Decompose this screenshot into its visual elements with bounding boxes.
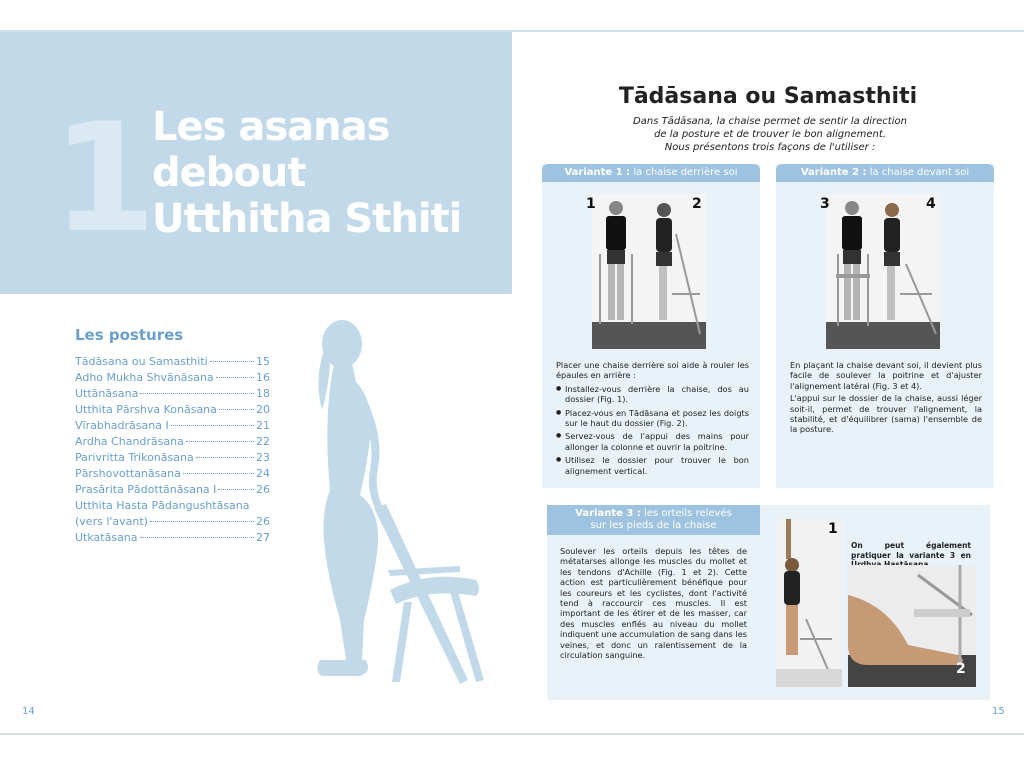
toc-item-page: 20 — [256, 403, 270, 416]
fig-number: 2 — [692, 196, 702, 212]
bullet-item: ● Installez-vous derrière la chaise, dos au dossier (Fig. 1). — [556, 384, 749, 405]
variante3-callout: On peut également pratiquer la variante 3 en — [851, 541, 971, 560]
toc-item-name: Utkatāsana — [75, 531, 138, 544]
toc-leader-dots — [150, 521, 254, 522]
woman-with-chair-silhouette — [300, 320, 500, 700]
toc-item[interactable] — [75, 434, 270, 450]
toc-item-page: 26 — [256, 515, 270, 528]
toc-item-name: Utthita Hasta Pādangushtāsana — [75, 499, 250, 512]
toc-item-page: 27 — [256, 531, 270, 544]
variante1-text — [556, 360, 749, 479]
toc-leader-dots — [183, 473, 254, 474]
toc-item-name: Uttānāsana — [75, 387, 139, 400]
variante1-header — [542, 164, 760, 182]
variante3-photo1 — [776, 519, 842, 687]
toc-item[interactable] — [75, 530, 270, 546]
table-of-contents — [75, 326, 270, 546]
variante2-label: Variante 2 : — [800, 167, 867, 178]
intro-line: de la posture et de trouver le bon alignement. — [654, 129, 886, 140]
variante3-header — [547, 505, 760, 535]
toc-item[interactable] — [75, 466, 270, 482]
variante3-text — [560, 546, 747, 662]
fig-number: 1 — [828, 521, 838, 537]
variante3-label: Variante 3 : — [575, 508, 641, 519]
toc-leader-dots — [218, 489, 254, 490]
toc-item-page: 24 — [256, 467, 270, 480]
toc-item-name: Pārshovottanāsana — [75, 467, 181, 480]
toc-leader-dots — [196, 457, 254, 458]
toc-list — [75, 354, 270, 498]
bullet-item: ● Utilisez le dossier pour trouver le bon alignement vertical. — [556, 455, 749, 476]
page-number-right: 15 — [992, 706, 1005, 717]
toc-item-name: Adho Mukha Shvānāsana — [75, 371, 214, 384]
toc-item-name: Utthita Pārshva Konāsana — [75, 403, 217, 416]
intro-line: Nous présentons trois façons de l'utiliser : — [664, 142, 876, 153]
chapter-banner — [0, 32, 512, 294]
toc-item[interactable] — [75, 354, 270, 370]
bottom-rule — [0, 733, 1024, 735]
variante1-label: Variante 1 : — [564, 167, 631, 178]
variante1-illustration — [592, 194, 706, 349]
pose-intro — [560, 115, 980, 154]
variante2-paragraph: L'appui sur le dossier de la chaise, aussi léger soit-il, permet de trouver l'alignement, la stabilité, et d'équilibrer (sama) l'ensemble de la posture. — [790, 393, 982, 435]
toc-item-page: 15 — [256, 355, 270, 368]
toc-item-page: 26 — [256, 483, 270, 496]
toc-leader-dots — [216, 377, 254, 378]
toc-item-page: 21 — [256, 419, 270, 432]
chapter-title-line: Utthitha Sthiti — [152, 196, 462, 242]
variante2-header — [776, 164, 994, 182]
variante3-subtitle-line2: sur les pieds de la chaise — [590, 520, 717, 531]
toc-item-page: 22 — [256, 435, 270, 448]
toc-item-page: 16 — [256, 371, 270, 384]
toc-item-name: Ardha Chandrāsana — [75, 435, 184, 448]
variante1-photo — [586, 194, 706, 349]
variante2-illustration — [826, 194, 940, 349]
chapter-title — [152, 104, 461, 242]
page-number-left: 14 — [22, 706, 35, 717]
variante2-subtitle: la chaise devant soi — [869, 167, 970, 178]
variante3-paragraph: Soulever les orteils depuis les têtes de métatarses allonge les muscles du mollet et les tendons d'Achille (Fig. 1 et 2). Cette action est particulièrement bénéfique pour les coureurs et les cyclistes, dont l'activité tend à raccourcir ces muscles. Il est important de les étirer et de les masser, car des muscles enflés au niveau du mollet indiquent une accumulation de sang dans les veines, et donc un ralentissement de la circulation sanguine. — [560, 546, 747, 661]
intro-line: Dans Tādāsana, la chaise permet de sentir la direction — [633, 116, 907, 127]
toc-leader-dots — [210, 361, 254, 362]
toc-item[interactable] — [75, 482, 270, 498]
fig-number: 2 — [956, 661, 966, 677]
variante2-paragraph: En plaçant la chaise devant soi, il devient plus facile de soulever la poitrine et d'ajuster l'alignement latéral (Fig. 3 et 4). — [790, 360, 982, 391]
variante3-photo2 — [848, 565, 976, 687]
toc-leader-dots — [140, 537, 254, 538]
bullet-item: ● Placez-vous en Tādāsana et posez les doigts sur le haut du dossier (Fig. 2). — [556, 408, 749, 429]
variante1-paragraph: Placer une chaise derrière soi aide à rouler les épaules en arrière : — [556, 360, 749, 381]
variante1-subtitle: la chaise derrière soi — [633, 167, 738, 178]
toc-item[interactable] — [75, 370, 270, 386]
toc-leader-dots — [219, 409, 254, 410]
variante3-subtitle-line1: les orteils relevés — [644, 508, 732, 519]
fig-number: 3 — [820, 196, 830, 212]
variante2-card — [776, 164, 994, 488]
toc-item-page: 18 — [256, 387, 270, 400]
toc-heading: Les postures — [75, 326, 184, 344]
bullet-item: ● Servez-vous de l'appui des mains pour allonger la colonne et ouvrir la poitrine. — [556, 431, 749, 452]
toc-item-name: Prasārita Pādottānāsana I — [75, 483, 217, 496]
variante3-illustration1 — [776, 519, 842, 687]
toc-item-name: Parivritta Trikonāsana — [75, 451, 194, 464]
chapter-title-line: debout — [152, 150, 306, 196]
chapter-title-line: Les asanas — [152, 104, 390, 150]
pose-title: Tādāsana ou Samasthiti — [618, 84, 918, 109]
toc-leader-dots — [186, 441, 254, 442]
variante2-text — [790, 360, 982, 437]
toc-leader-dots — [140, 393, 254, 394]
variante1-bullets — [556, 384, 749, 476]
toc-item-wrapped[interactable] — [75, 498, 270, 530]
fig-number: 1 — [586, 196, 596, 212]
toc-item[interactable] — [75, 450, 270, 466]
variante2-photo — [820, 194, 940, 349]
fig-number: 4 — [926, 196, 936, 212]
toc-leader-dots — [171, 425, 254, 426]
toc-item-name: Vīrabhadrāsana I — [75, 419, 169, 432]
toc-item-page: 23 — [256, 451, 270, 464]
variante1-card — [542, 164, 760, 488]
toc-item[interactable] — [75, 402, 270, 418]
toc-item[interactable] — [75, 386, 270, 402]
toc-item-name: (vers l'avant) — [75, 515, 148, 528]
toc-item-name: Tādāsana ou Samasthiti — [75, 355, 208, 368]
toc-item[interactable] — [75, 418, 270, 434]
chapter-number: 1 — [52, 92, 157, 266]
toc-item-continuation — [75, 514, 270, 530]
